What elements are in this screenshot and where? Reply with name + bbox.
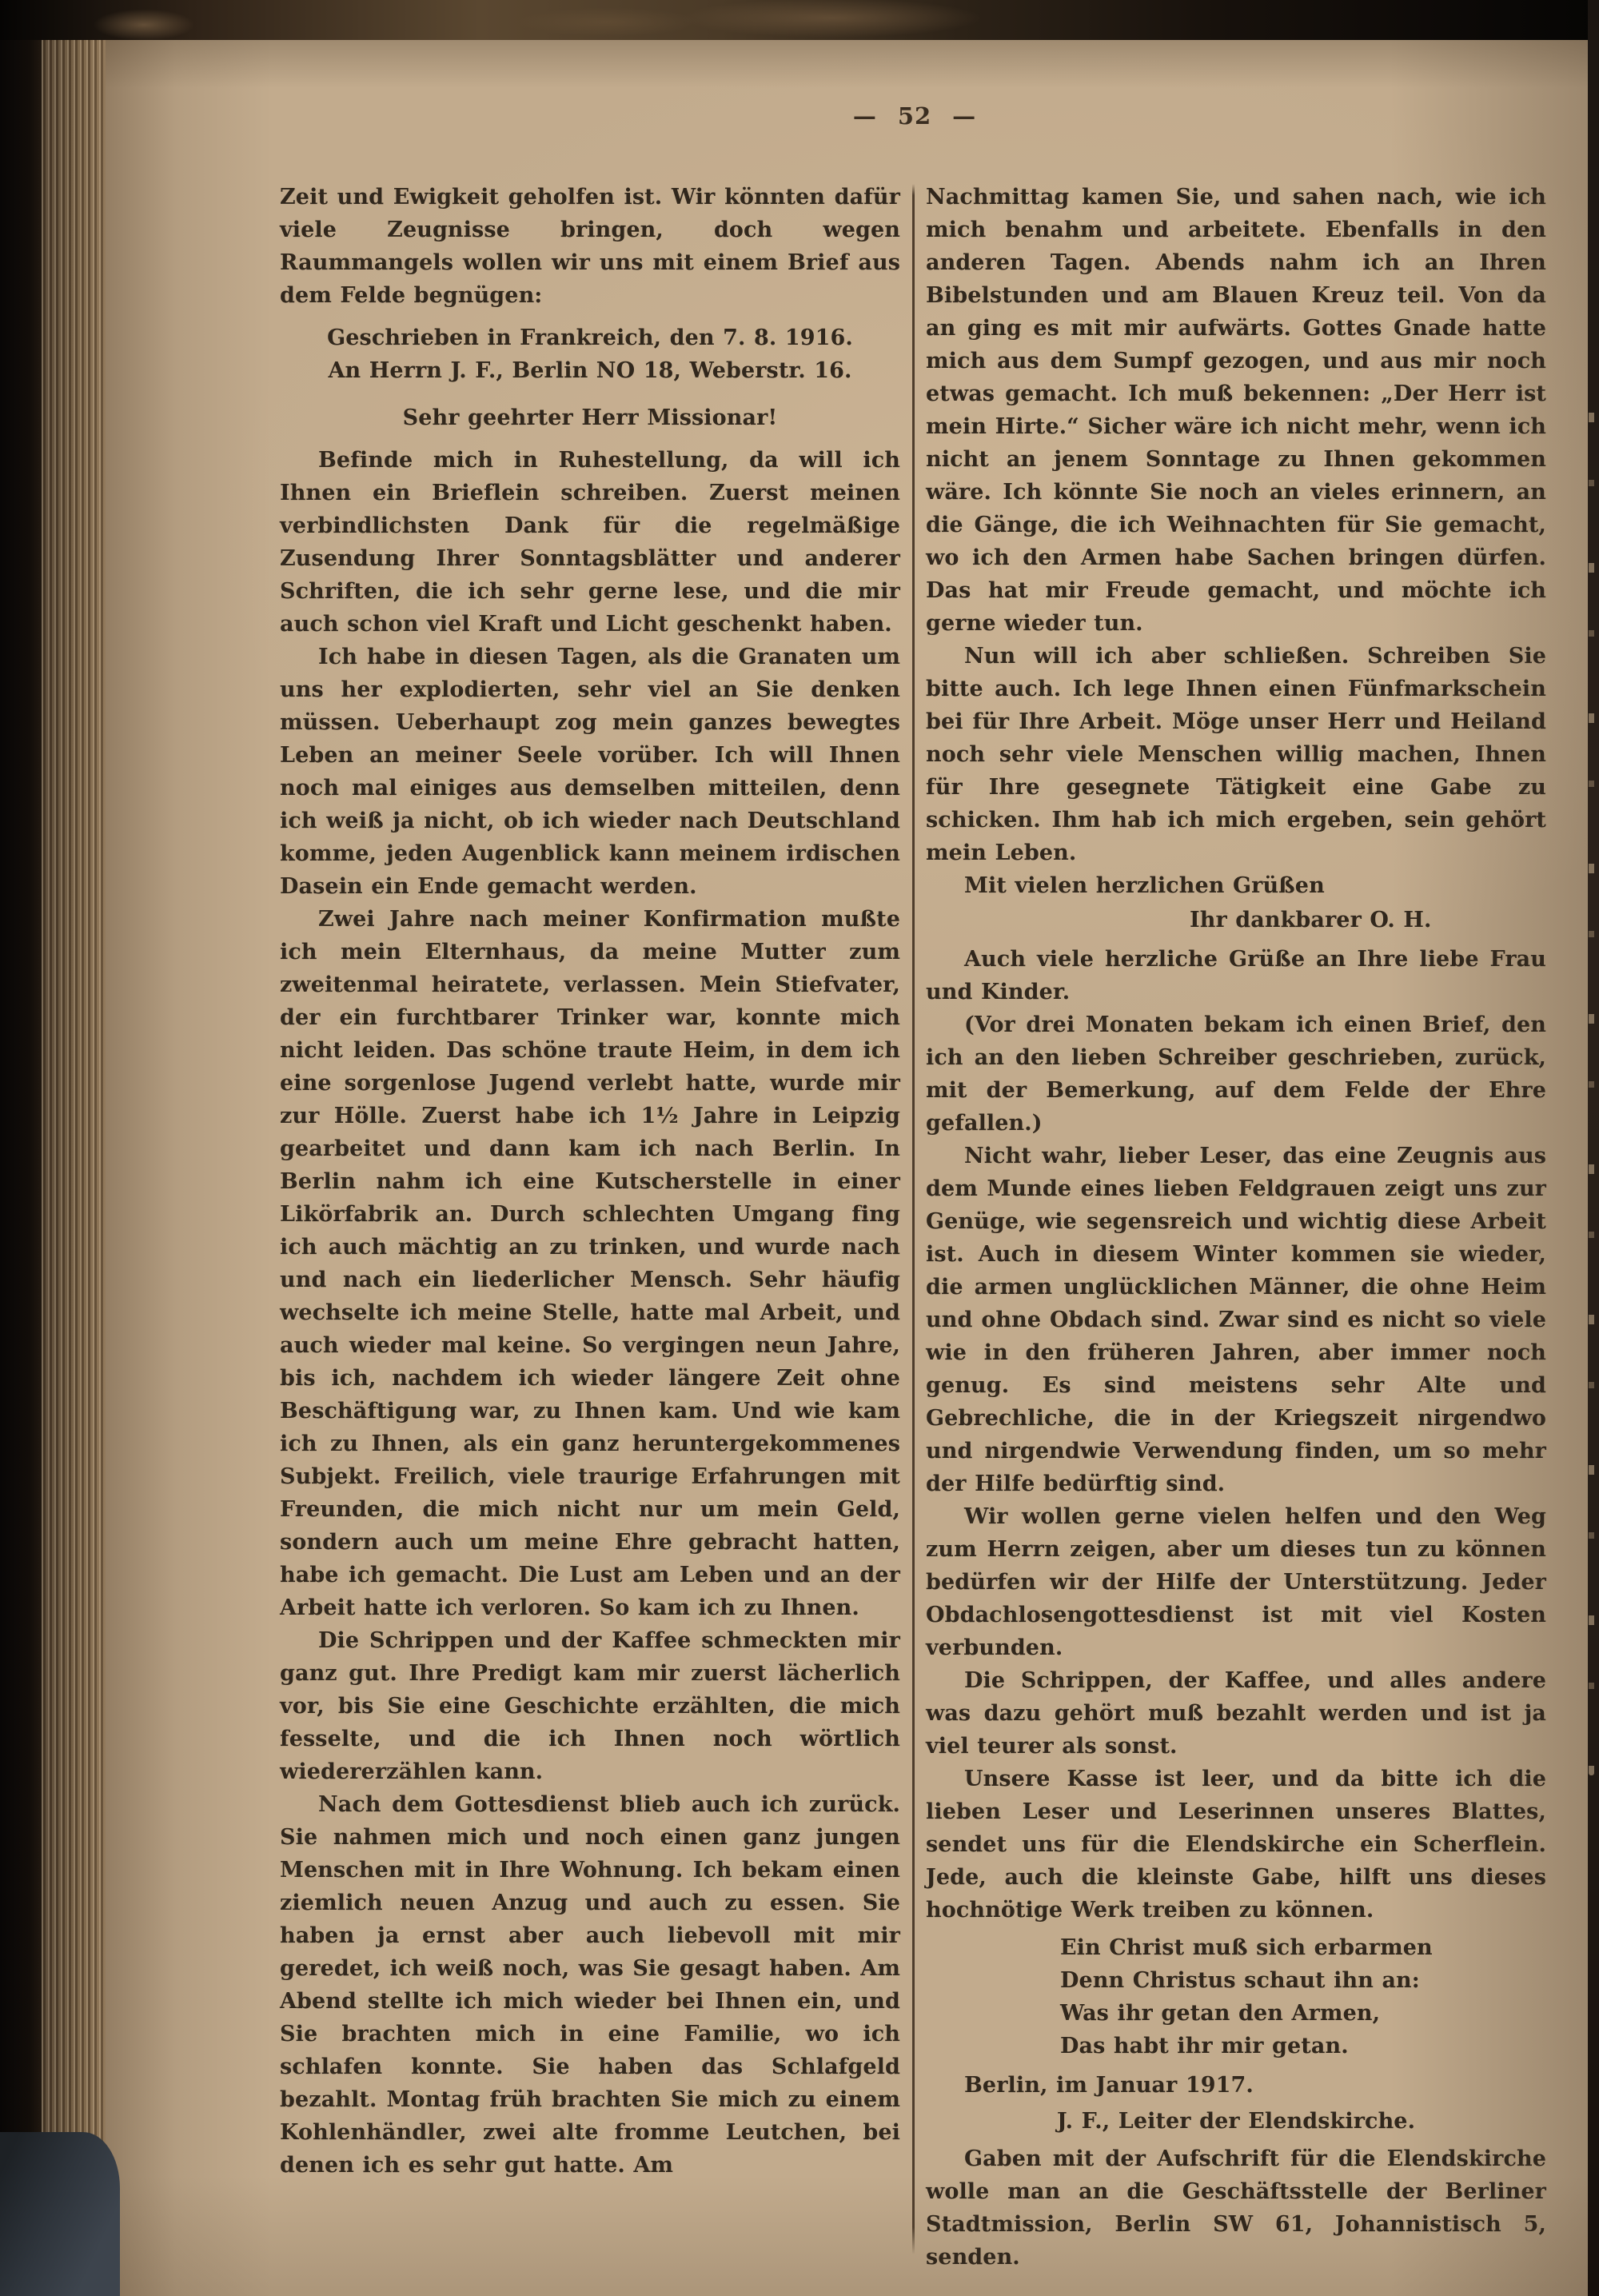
paragraph: Nicht wahr, lieber Leser, das eine Zeugnis aus dem Munde eines lieben Feldgrauen zeigt uns zur Genüge, wie segensreich und wichtig diese Arbeit ist. Auch in diesem Winter kommen sie wieder, die armen unglücklichen Männer, die ohne Heim und ohne Obdach sind. Zwar sind es nicht so viele wie in den früheren Jahren, aber immer noch genug. Es sind meistens sehr Alte und Gebrechliche, die in der Kriegszeit nirgendwo und nirgendwie Verwendung finden, um so mehr der Hilfe bedürftig sind.: [926, 1144, 1546, 1496]
book-binding-page-stack: [0, 0, 106, 2296]
page-number-dash-right: —: [952, 102, 977, 130]
paragraph: Ich habe in diesen Tagen, als die Granaten um uns her explodierten, sehr viel an Sie denken müssen. Ueberhaupt zog mein ganzes bewegtes Leben an meiner Seele vorüber. Ich will Ihnen noch mal einiges aus demselben mitteilen, denn ich weiß ja nicht, ob ich wieder nach Deutschland komme, jeden Augenblick kann meinem irdischen Dasein ein Ende gemacht werden.: [280, 645, 900, 899]
byline: J. F., Leiter der Elendskirche.: [1056, 2109, 1416, 2134]
page-number-line: [280, 102, 1549, 130]
paragraph: Die Schrippen, der Kaffee, und alles andere was dazu gehört muß bezahlt werden und ist ja viel teurer als sonst.: [926, 1668, 1546, 1759]
page-number: 52: [897, 102, 932, 130]
letter-address: An Herrn J. F., Berlin NO 18, Weberstr. 16.: [328, 358, 852, 383]
paragraph: Zwei Jahre nach meiner Konfirmation mußte ich mein Elternhaus, da meine Mutter zum zweitenmal heiratete, verlassen. Mein Stiefvater, der ein furchtbarer Trinker war, konnte mich nicht leiden. Das schöne traute Heim, in dem ich eine sorgenlose Jugend verlebt hatte, wurde mir zur Hölle. Zuerst habe ich 1½ Jahre in Leipzig gearbeitet und dann kam ich nach Berlin. In Berlin nahm ich eine Kutscherstelle in einer Likörfabrik an. Durch schlechten Umgang fing ich auch mächtig an zu trinken, und wurde nach und nach ein liederlicher Mensch. Sehr häufig wechselte ich meine Stelle, hatte mal Arbeit, und auch wieder mal keine. So vergingen neun Jahre, bis ich, nachdem ich wieder längere Zeit ohne Beschäftigung war, zu Ihnen kam. Und wie kam ich zu Ihnen, als ein ganz heruntergekommenes Subjekt. Freilich, viele traurige Erfahrungen mit Freunden, die mich nicht nur um mein Geld, sondern auch um meine Ehre gebracht hatten, habe ich gemacht. Die Lust am Leben und an der Arbeit hatte ich verloren. So kam ich zu Ihnen.: [280, 907, 900, 1620]
letter-salutation: Sehr geehrter Herr Missionar!: [402, 405, 778, 430]
paragraph: Gaben mit der Aufschrift für die Elendskirche wolle man an die Geschäftsstelle der Berliner Stadtmission, Berlin SW 61, Johannistisch 5, senden.: [926, 2146, 1546, 2270]
paragraph: Nun will ich aber schließen. Schreiben Sie bitte auch. Ich lege Ihnen einen Fünfmarkschein bei für Ihre Arbeit. Möge unser Herr und Heiland noch sehr viele Menschen willig machen, Ihnen für Ihre gesegnete Tätigkeit eine Gabe zu schicken. Ihm hab ich mich ergeben, sein gehört mein Leben.: [926, 644, 1546, 865]
poem-line: Denn Christus schaut ihn an:: [1060, 1968, 1420, 1993]
poem-line: Ein Christ muß sich erbarmen: [1060, 1935, 1433, 1960]
book-cover-corner: [0, 2132, 120, 2296]
letter-dateline: Geschrieben in Frankreich, den 7. 8. 1916.: [327, 325, 853, 350]
paragraph: Berlin, im Januar 1917.: [964, 2073, 1254, 2098]
scan-top-edge: [0, 0, 1599, 40]
poem-line: Was ihr getan den Armen,: [1060, 2001, 1381, 2026]
paragraph: Nach dem Gottesdienst blieb auch ich zurück. Sie nahmen mich und noch einen ganz jungen Menschen mit in Ihre Wohnung. Ich bekam einen ziemlich neuen Anzug und auch zu essen. Sie haben ja ernst aber auch liebevoll mit mir geredet, ich weiß noch, was Sie gesagt haben. Am Abend stellte ich mich wieder bei Ihnen ein, und Sie brachten mich in eine Familie, wo ich schlafen konnte. Sie haben das Schlafgeld bezahlt. Montag früh brachten Sie mich zu einem Kohlenhändler, zwei alte fromme Leutchen, bei denen ich es sehr gut hatte. Am: [280, 1792, 900, 2178]
page-number-dash-left: —: [852, 102, 877, 130]
two-column-text: [280, 181, 1549, 2274]
poem-line: Das habt ihr mir getan.: [1060, 2034, 1349, 2058]
paragraph: Mit vielen herzlichen Grüßen: [964, 873, 1325, 898]
poem: [926, 1931, 1546, 2062]
page-content: [280, 102, 1549, 2274]
paragraph: (Vor drei Monaten bekam ich einen Brief, den ich an den lieben Schreiber geschrieben, zurück, mit der Bemerkung, auf dem Felde der Ehre gefallen.): [926, 1012, 1546, 1136]
scan-right-edge: [1588, 0, 1599, 2296]
left-column: [280, 181, 900, 2182]
paragraph: Befinde mich in Ruhestellung, da will ich Ihnen ein Brieflein schreiben. Zuerst meinen verbindlichsten Dank für die regelmäßige Zusendung Ihrer Sonntagsblätter und anderer Schriften, die ich sehr gerne lese, und die mir auch schon viel Kraft und Licht geschenkt haben.: [280, 448, 900, 637]
paragraph: Zeit und Ewigkeit geholfen ist. Wir könnten dafür viele Zeugnisse bringen, doch wegen Raummangels wollen wir uns mit einem Brief aus dem Felde begnügen:: [280, 185, 900, 308]
paragraph: Auch viele herzliche Grüße an Ihre liebe Frau und Kinder.: [926, 947, 1546, 1004]
paragraph: Die Schrippen und der Kaffee schmeckten mir ganz gut. Ihre Predigt kam mir zuerst lächerlich vor, bis Sie eine Geschichte erzählten, die mich fesselte, und die ich Ihnen noch wörtlich wiedererzählen kann.: [280, 1628, 900, 1784]
right-column: [926, 181, 1546, 2274]
column-divider-rule: [912, 184, 915, 2254]
letter-signature: Ihr dankbarer O. H.: [1190, 908, 1432, 932]
paragraph: Nachmittag kamen Sie, und sahen nach, wie ich mich benahm und arbeitete. Ebenfalls in den anderen Tagen. Abends nahm ich an Ihren Bibelstunden und am Blauen Kreuz teil. Von da an ging es mit mir aufwärts. Gottes Gnade hatte mich aus dem Sumpf gezogen, und aus mir noch etwas gemacht. Ich muß bekennen: „Der Herr ist mein Hirte.“ Sicher wäre ich nicht mehr, wenn ich nicht an jenem Sonntage zu Ihnen gekommen wäre. Ich könnte Sie noch an vieles erinnern, an die Gänge, die ich Weihnachten für Sie gemacht, wo ich den Armen habe Sachen bringen dürfen. Das hat mir Freude gemacht, und möchte ich gerne wieder tun.: [926, 185, 1546, 636]
paragraph: Wir wollen gerne vielen helfen und den Weg zum Herrn zeigen, aber um dieses tun zu können bedürfen wir der Hilfe der Unterstützung. Jeder Obdachlosengottesdienst ist mit viel Kosten verbunden.: [926, 1504, 1546, 1660]
paragraph: Unsere Kasse ist leer, und da bitte ich die lieben Leser und Leserinnen unseres Blattes, sendet uns für die Elendskirche ein Scherflein. Jede, auch die kleinste Gabe, hilft uns dieses hochnötige Werk treiben zu können.: [926, 1767, 1546, 1923]
